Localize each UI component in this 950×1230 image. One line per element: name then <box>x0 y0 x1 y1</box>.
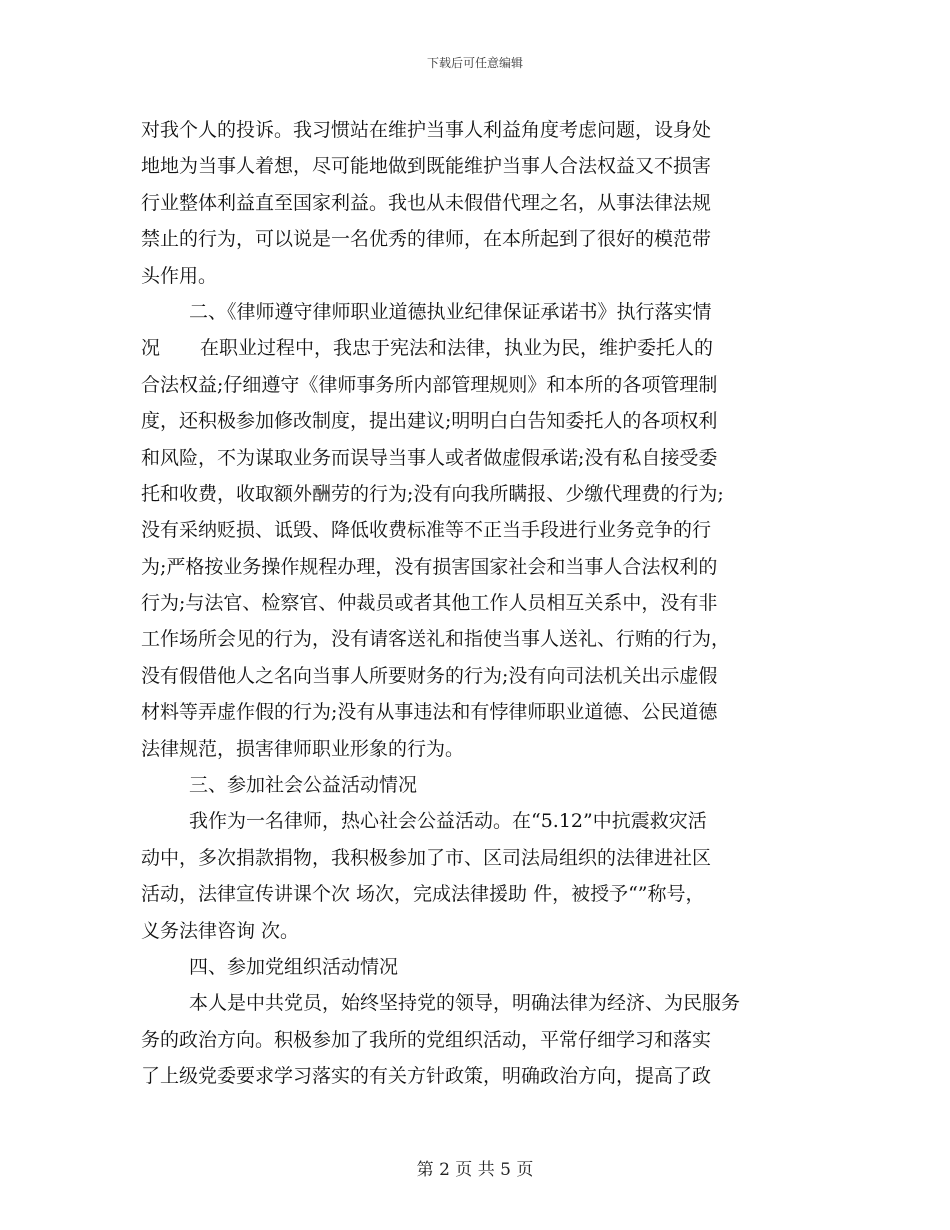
text-line: 禁止的行为，可以说是一名优秀的律师，在本所起到了很好的模范带 <box>141 228 712 251</box>
text-line: 地地为当事人着想，尽可能地做到既能维护当事人合法权益又不损害 <box>141 155 712 178</box>
page-number: 第 2 页 共 5 页 <box>416 1160 534 1180</box>
section-heading-3: 三、参加社会公益活动情况 <box>189 774 418 797</box>
text-line: 合法权益;仔细遵守《律师事务所内部管理规则》和本所的各项管理制 <box>141 373 718 396</box>
text-line: 我作为一名律师，热心社会公益活动。在“5.12”中抗震救灾活 <box>189 810 707 833</box>
text-line: 法律规范，损害律师职业形象的行为。 <box>141 737 465 760</box>
section-heading-2: 二、《律师遵守律师职业道德执业纪律保证承诺书》执行落实情 <box>189 300 712 323</box>
text-line: 托和收费，收取额外酬劳的行为;没有向我所瞒报、少缴代理费的行为; <box>141 482 724 505</box>
section-heading-2-end: 况 <box>141 337 161 360</box>
text-line: 义务法律咨询 次。 <box>141 919 300 942</box>
text-line: 动中，多次捐款捐物，我积极参加了市、区司法局组织的法律进社区 <box>141 846 712 869</box>
text-line: 工作场所会见的行为，没有请客送礼和指使当事人送礼、行贿的行为， <box>141 628 731 651</box>
text-line: 行业整体利益直至国家利益。我也从未假借代理之名，从事法律法规 <box>141 191 712 214</box>
text-line: 本人是中共党员，始终坚持党的领导，明确法律为经济、为民服务 <box>189 992 741 1015</box>
section-heading-4: 四、参加党组织活动情况 <box>189 955 399 978</box>
document-body <box>141 112 811 1095</box>
text-line: 和风险，不为谋取业务而误导当事人或者做虚假承诺;没有私自接受委 <box>141 446 718 469</box>
page-header: 下载后可任意编辑 <box>426 56 523 70</box>
text-line: 行为;与法官、检察官、仲裁员或者其他工作人员相互关系中，没有非 <box>141 592 718 615</box>
text-line: 活动，法律宣传讲课个次 场次，完成法律援助 件，被授予“”称号， <box>141 883 705 906</box>
text-line: 对我个人的投诉。我习惯站在维护当事人利益角度考虑问题，设身处 <box>141 119 712 141</box>
text-line: 为;严格按业务操作规程办理，没有损害国家社会和当事人合法权利的 <box>141 555 718 578</box>
text-line <box>141 330 811 366</box>
text-line: 了上级党委要求学习落实的有关方针政策，明确政治方向，提高了政 <box>141 1065 712 1088</box>
text-line: 在职业过程中，我忠于宪法和法律，执业为民，维护委托人的 <box>200 337 714 360</box>
text-line: 务的政治方向。积极参加了我所的党组织活动，平常仔细学习和落实 <box>141 1028 712 1051</box>
text-line: 没有采纳贬损、诋毁、降低收费标准等不正当手段进行业务竞争的行 <box>141 519 712 542</box>
text-line: 材料等弄虚作假的行为;没有从事违法和有悖律师职业道德、公民道德 <box>141 701 718 724</box>
text-line: 度，还积极参加修改制度，提出建议;明明白白告知委托人的各项权利 <box>141 410 718 433</box>
text-line: 没有假借他人之名向当事人所要财务的行为;没有向司法机关出示虚假 <box>141 664 718 687</box>
text-line: 头作用。 <box>141 264 218 287</box>
